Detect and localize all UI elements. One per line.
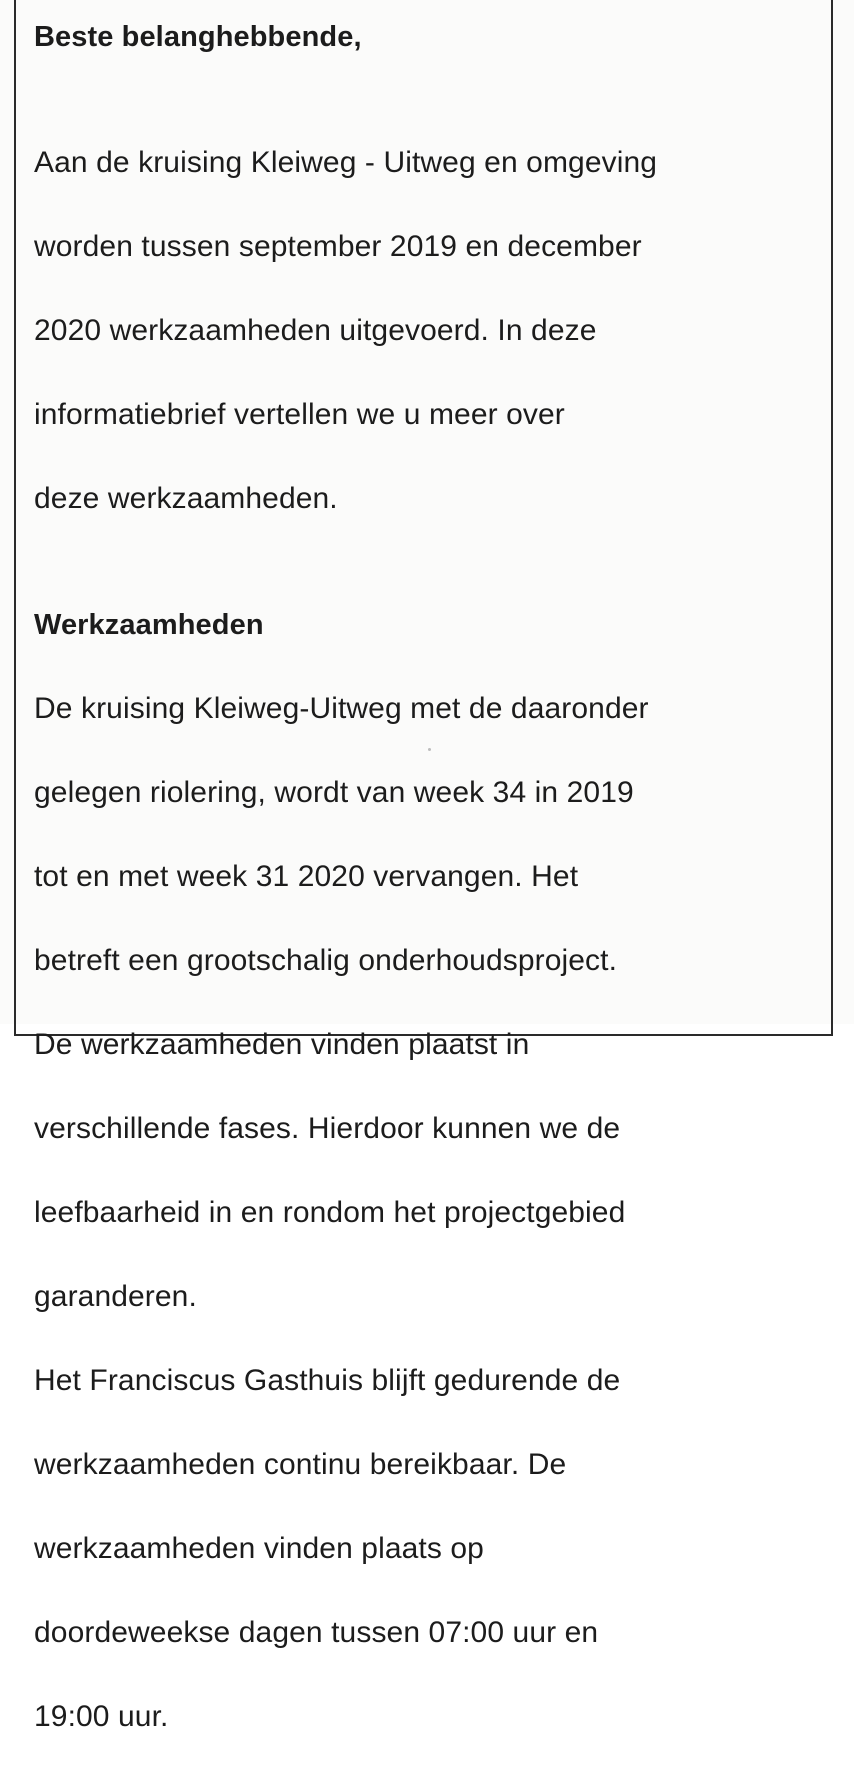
body-line: leefbaarheid in en rondom het projectgebied (34, 1196, 626, 1229)
body-paragraph (34, 646, 824, 1780)
intro-paragraph (34, 100, 824, 562)
body-line: tot en met week 31 2020 vervangen. Het (34, 860, 579, 893)
intro-line: deze werkzaamheden. (34, 482, 338, 515)
body-line: De kruising Kleiweg-Uitweg met de daaronder (34, 692, 649, 725)
body-line: betreft een grootschalig onderhoudsproject. (34, 944, 618, 977)
intro-line: informatiebrief vertellen we u meer over (34, 398, 565, 431)
greeting: Beste belanghebbende, (34, 21, 362, 53)
body-line: verschillende fases. Hierdoor kunnen we de (34, 1112, 621, 1145)
body-line: Het Franciscus Gasthuis blijft gedurende de (34, 1364, 621, 1397)
intro-line: Aan de kruising Kleiweg - Uitweg en omgeving (34, 146, 658, 179)
body-line: 19:00 uur. (34, 1700, 169, 1733)
section-heading: Werkzaamheden (34, 609, 264, 641)
intro-line: 2020 werkzaamheden uitgevoerd. In deze (34, 314, 597, 347)
body-line: De werkzaamheden vinden plaatst in (34, 1028, 530, 1061)
body-line: gelegen riolering, wordt van week 34 in 2019 (34, 776, 634, 809)
body-line: werkzaamheden vinden plaats op (34, 1532, 484, 1565)
body-line: werkzaamheden continu bereikbaar. De (34, 1448, 567, 1481)
intro-line: worden tussen september 2019 en december (34, 230, 642, 263)
body-line: doordeweekse dagen tussen 07:00 uur en (34, 1616, 599, 1649)
letter-content (34, 16, 824, 1780)
body-line: garanderen. (34, 1280, 197, 1313)
scan-speck (428, 748, 431, 751)
